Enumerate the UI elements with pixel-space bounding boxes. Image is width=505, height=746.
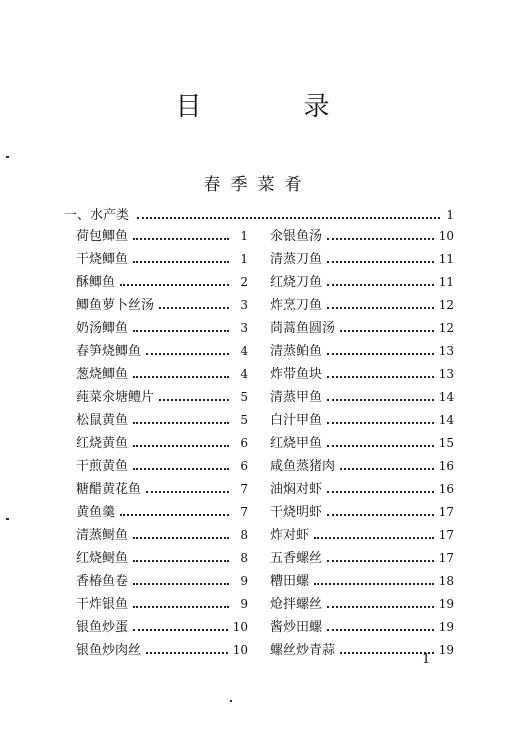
dot-leader — [327, 399, 434, 401]
toc-entry — [76, 547, 248, 570]
entry-page: 17 — [438, 528, 454, 542]
entry-name: 香椿鱼卷 — [76, 574, 129, 589]
entry-name: 酥鲫鱼 — [76, 275, 116, 290]
dot-leader — [327, 606, 434, 608]
dot-leader — [327, 238, 434, 240]
toc-column-left — [76, 225, 248, 662]
entry-page: 19 — [438, 620, 454, 634]
entry-name: 鲫鱼萝卜丝汤 — [76, 298, 155, 313]
toc-entry — [76, 225, 248, 248]
entry-name: 酱炒田螺 — [270, 620, 323, 635]
toc-entry — [76, 340, 248, 363]
entry-name: 清蒸甲鱼 — [270, 390, 323, 405]
entry-page: 6 — [240, 436, 248, 450]
dot-leader — [133, 583, 229, 585]
entry-name: 炝拌螺丝 — [270, 597, 323, 612]
dot-leader — [133, 445, 229, 447]
toc-entry — [270, 547, 454, 570]
dot-leader — [340, 652, 434, 654]
toc-entry — [76, 432, 248, 455]
dot-leader — [146, 652, 228, 654]
entry-name: 清蒸鲌鱼 — [270, 344, 323, 359]
dot-leader — [120, 514, 229, 516]
dot-leader — [146, 353, 229, 355]
entry-name: 奶汤鲫鱼 — [76, 321, 129, 336]
entry-name: 荷包鲫鱼 — [76, 229, 129, 244]
toc-entry — [270, 524, 454, 547]
entry-name: 茼蒿鱼圆汤 — [270, 321, 336, 336]
dot-leader — [327, 261, 434, 263]
entry-page: 13 — [438, 367, 454, 381]
toc-entry — [270, 248, 454, 271]
dot-leader — [327, 445, 434, 447]
entry-name: 银鱼炒蛋 — [76, 620, 129, 635]
toc-entry — [76, 271, 248, 294]
category-heading — [64, 204, 454, 222]
page-number: 1 — [422, 652, 431, 667]
toc-entry — [270, 570, 454, 593]
toc-entry — [76, 294, 248, 317]
entry-name: 糖醋黄花鱼 — [76, 482, 142, 497]
entry-page: 17 — [438, 551, 454, 565]
entry-name: 螺丝炒青蒜 — [270, 643, 336, 658]
dot-leader — [133, 629, 228, 631]
toc-entry — [76, 455, 248, 478]
entry-page: 16 — [438, 482, 454, 496]
scan-speck — [230, 700, 232, 702]
dot-leader — [327, 629, 434, 631]
entry-name: 干煎黄鱼 — [76, 459, 129, 474]
dot-leader — [327, 284, 434, 286]
toc-entry — [76, 248, 248, 271]
toc-entry — [270, 340, 454, 363]
entry-page: 1 — [240, 252, 248, 266]
toc-entry — [76, 317, 248, 340]
toc-entry — [270, 317, 454, 340]
entry-page: 17 — [438, 505, 454, 519]
category-page: 1 — [446, 208, 454, 222]
entry-page: 5 — [240, 390, 248, 404]
entry-page: 2 — [240, 275, 248, 289]
toc-entry — [76, 363, 248, 386]
entry-name: 黄鱼羹 — [76, 505, 116, 520]
toc-entry — [76, 524, 248, 547]
dot-leader — [327, 422, 434, 424]
entry-page: 15 — [438, 436, 454, 450]
entry-page: 7 — [240, 505, 248, 519]
entry-page: 11 — [438, 252, 454, 266]
toc-entry — [76, 639, 248, 662]
entry-page: 4 — [240, 344, 248, 358]
entry-page: 10 — [232, 643, 248, 657]
entry-name: 红烧鲥鱼 — [76, 551, 129, 566]
dot-leader — [314, 583, 434, 585]
scan-speck — [6, 518, 9, 520]
entry-page: 12 — [438, 298, 454, 312]
entry-page: 5 — [240, 413, 248, 427]
entry-name: 红烧黄鱼 — [76, 436, 129, 451]
dot-leader — [340, 330, 434, 332]
entry-page: 3 — [240, 298, 248, 312]
entry-page: 9 — [240, 597, 248, 611]
dot-leader — [133, 422, 229, 424]
entry-name: 油焖对虾 — [270, 482, 323, 497]
toc-entry — [270, 593, 454, 616]
entry-page: 14 — [438, 413, 454, 427]
toc-entry — [76, 616, 248, 639]
entry-page: 19 — [438, 643, 454, 657]
entry-name: 莼菜氽塘鳢片 — [76, 390, 155, 405]
toc-entry — [76, 593, 248, 616]
entry-name: 清蒸刀鱼 — [270, 252, 323, 267]
entry-page: 10 — [438, 229, 454, 243]
entry-name: 五香螺丝 — [270, 551, 323, 566]
toc-entry — [270, 409, 454, 432]
dot-leader — [159, 307, 229, 309]
entry-name: 清蒸鲥鱼 — [76, 528, 129, 543]
page-title: 目 录 — [175, 92, 368, 122]
dot-leader — [133, 537, 229, 539]
toc-entry — [270, 501, 454, 524]
entry-name: 红烧甲鱼 — [270, 436, 323, 451]
toc-entry — [76, 570, 248, 593]
dot-leader — [327, 353, 434, 355]
entry-name: 糟田螺 — [270, 574, 310, 589]
dot-leader — [327, 307, 434, 309]
entry-name: 炸带鱼块 — [270, 367, 323, 382]
dot-leader — [314, 537, 434, 539]
entry-page: 8 — [240, 551, 248, 565]
dot-leader — [133, 606, 229, 608]
toc-entry — [76, 409, 248, 432]
dot-leader — [133, 560, 229, 562]
dot-leader — [133, 261, 229, 263]
entry-name: 松鼠黄鱼 — [76, 413, 129, 428]
category-label: 一、水产类 — [64, 208, 130, 223]
dot-leader — [327, 491, 434, 493]
entry-page: 14 — [438, 390, 454, 404]
entry-page: 12 — [438, 321, 454, 335]
entry-page: 13 — [438, 344, 454, 358]
entry-name: 氽银鱼汤 — [270, 229, 323, 244]
entry-page: 4 — [240, 367, 248, 381]
entry-name: 干烧鲫鱼 — [76, 252, 129, 267]
dot-leader — [133, 238, 229, 240]
toc-entry — [270, 455, 454, 478]
entry-name: 咸鱼蒸猪肉 — [270, 459, 336, 474]
dot-leader — [327, 514, 434, 516]
entry-name: 干炸银鱼 — [76, 597, 129, 612]
dot-leader — [137, 217, 440, 219]
entry-name: 炸烹刀鱼 — [270, 298, 323, 313]
entry-page: 16 — [438, 459, 454, 473]
dot-leader — [146, 491, 229, 493]
entry-page: 10 — [232, 620, 248, 634]
dot-leader — [159, 399, 229, 401]
entry-name: 红烧刀鱼 — [270, 275, 323, 290]
entry-page: 18 — [438, 574, 454, 588]
toc-entry — [270, 432, 454, 455]
dot-leader — [133, 468, 229, 470]
toc-entry — [270, 478, 454, 501]
dot-leader — [340, 468, 434, 470]
entry-page: 3 — [240, 321, 248, 335]
toc-entry — [270, 363, 454, 386]
dot-leader — [327, 376, 434, 378]
entry-name: 葱烧鲫鱼 — [76, 367, 129, 382]
toc-entry — [76, 501, 248, 524]
toc-entry — [76, 478, 248, 501]
toc-entry — [76, 386, 248, 409]
section-title: 春季菜肴 — [203, 175, 312, 195]
entry-page: 11 — [438, 275, 454, 289]
toc-entry — [270, 294, 454, 317]
entry-page: 1 — [240, 229, 248, 243]
entry-page: 9 — [240, 574, 248, 588]
entry-name: 春笋烧鲫鱼 — [76, 344, 142, 359]
entry-name: 干烧明虾 — [270, 505, 323, 520]
entry-page: 19 — [438, 597, 454, 611]
scan-speck — [6, 156, 9, 158]
entry-name: 炸对虾 — [270, 528, 310, 543]
toc-entry — [270, 386, 454, 409]
dot-leader — [133, 330, 229, 332]
entry-name: 白汁甲鱼 — [270, 413, 323, 428]
toc-entry — [270, 271, 454, 294]
entry-name: 银鱼炒肉丝 — [76, 643, 142, 658]
entry-page: 6 — [240, 459, 248, 473]
toc-column-right — [270, 225, 454, 662]
dot-leader — [120, 284, 229, 286]
toc-entry — [270, 616, 454, 639]
dot-leader — [133, 376, 229, 378]
entry-page: 7 — [240, 482, 248, 496]
toc-entry — [270, 225, 454, 248]
entry-page: 8 — [240, 528, 248, 542]
dot-leader — [327, 560, 434, 562]
